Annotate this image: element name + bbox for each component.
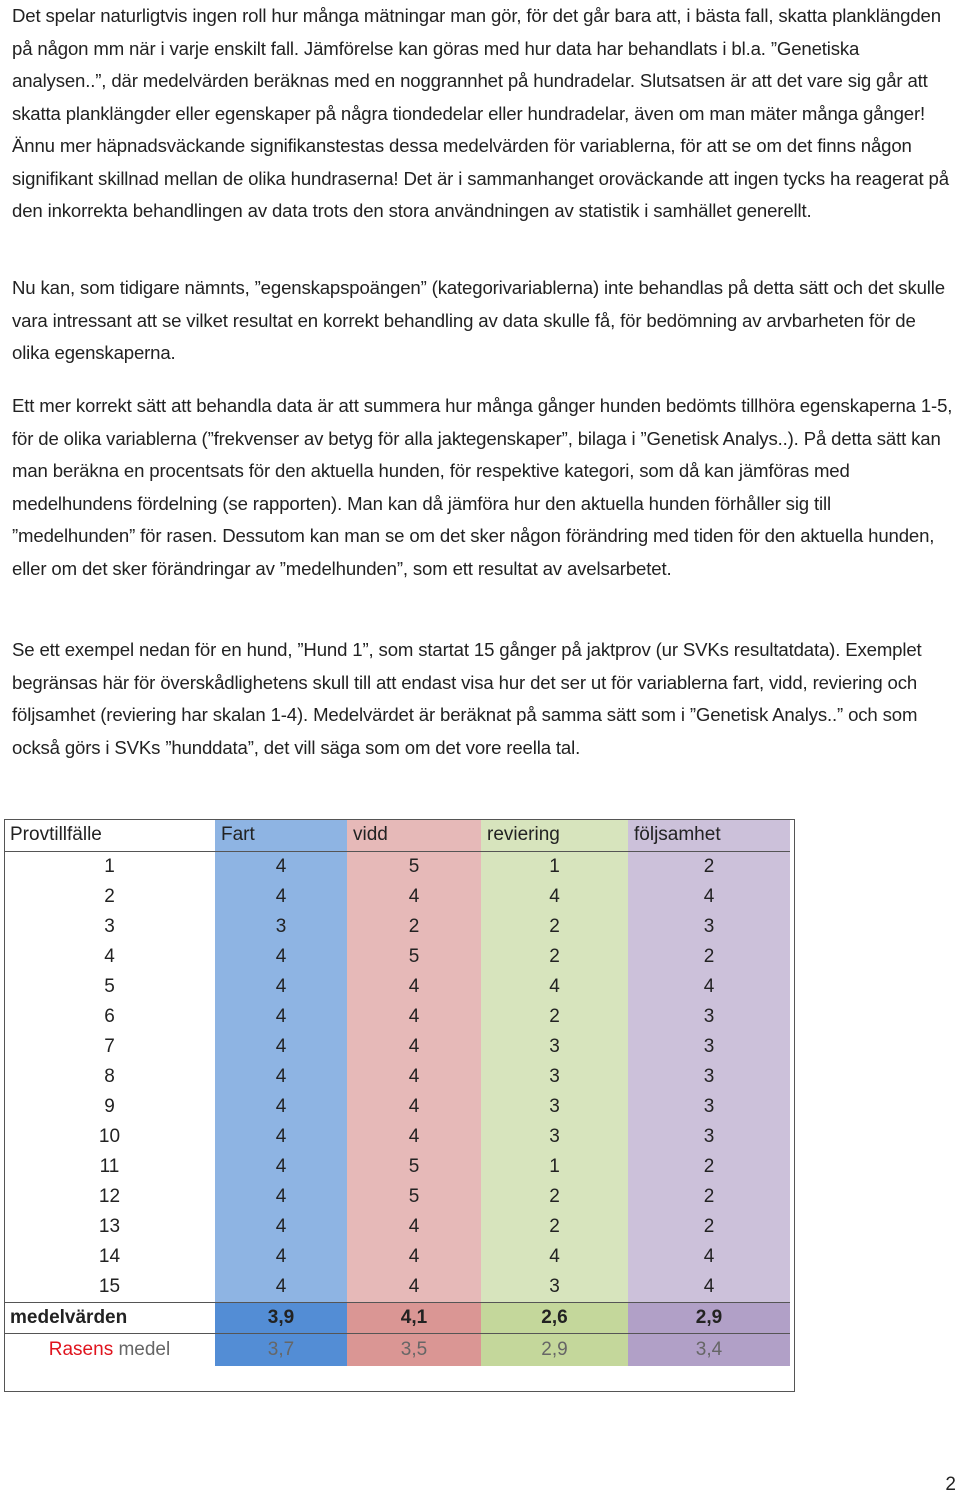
table-cell: 4 xyxy=(215,1212,347,1242)
table-cell: 4 xyxy=(347,1032,481,1062)
table-cell: 4 xyxy=(215,942,347,972)
table-cell: 4 xyxy=(347,1242,481,1272)
table-cell: 4 xyxy=(628,1272,790,1303)
table-cell: 3 xyxy=(628,1062,790,1092)
paragraph-2: Nu kan, som tidigare nämnts, ”egenskapspoängen” (kategorivariablerna) inte behandlas på detta sätt och det skulle vara intressant att se vilket resultat en korrekt behandling av data skulle få, för bedömning av arvbarheten för de olika egenskaperna. xyxy=(12,277,945,363)
table-cell: 7 xyxy=(104,1036,115,1057)
table-cell: 12 xyxy=(98,1186,121,1207)
table-cell: 3 xyxy=(104,916,115,937)
paragraph-1: Det spelar naturligtvis ingen roll hur många mätningar man gör, för det går bara att, i bästa fall, skatta planklängden på någon mm när i varje enskilt fall. Jämförelse kan göras med hur data har behandlats i bl.a. ”Genetiska analysen..”, där medelvärden beräknas med en noggrannhet på hundradelar. Slutsatsen är att det vare sig går att skatta planklängder eller egenskaper på några tiondedelar eller hundradelar, även om man mäter många gånger! Ännu mer häpnadsväckande signifikanstestas dessa medelvärden för variablerna, för att se om det finns någon signifikant skillnad mellan de olika hundraserna! Det är i sammanhanget oroväckande att ingen tycks ha reagerat på den inkorrekta behandlingen av data trots den stora användningen av statistik i samhället generellt. xyxy=(12,5,949,221)
breed-mean-value: 2,9 xyxy=(481,1334,628,1367)
table-cell: 3 xyxy=(628,912,790,942)
table-cell: 4 xyxy=(215,1092,347,1122)
table-header-row xyxy=(4,819,790,852)
table-row xyxy=(4,1092,790,1122)
table-cell: 4 xyxy=(347,882,481,912)
table-cell: 15 xyxy=(98,1276,121,1297)
table-cell: 1 xyxy=(481,852,628,883)
table-cell: 4 xyxy=(628,1242,790,1272)
table-cell: 2 xyxy=(628,852,790,883)
mean-row xyxy=(4,1303,790,1334)
table-cell: 3 xyxy=(481,1122,628,1152)
spacer-cell xyxy=(628,1366,790,1402)
mean-value: 3,9 xyxy=(215,1303,347,1334)
table-cell: 2 xyxy=(481,942,628,972)
table-cell: 4 xyxy=(215,1002,347,1032)
table-row xyxy=(4,882,790,912)
table-row xyxy=(4,1242,790,1272)
table-cell: 4 xyxy=(628,882,790,912)
table-row xyxy=(4,1062,790,1092)
table-row xyxy=(4,1122,790,1152)
table-row xyxy=(4,1152,790,1182)
table-cell: 2 xyxy=(628,1152,790,1182)
table-row xyxy=(4,1002,790,1032)
table-cell: 14 xyxy=(98,1246,121,1267)
results-table xyxy=(4,819,790,1402)
table-cell: 5 xyxy=(347,1152,481,1182)
header-reviering: reviering xyxy=(481,819,628,852)
table-row xyxy=(4,912,790,942)
table-cell: 1 xyxy=(104,856,115,877)
table-row xyxy=(4,1212,790,1242)
table-cell: 4 xyxy=(215,882,347,912)
table-cell: 4 xyxy=(347,1092,481,1122)
page-number: 2 xyxy=(945,1474,956,1495)
table-cell: 4 xyxy=(347,1062,481,1092)
table-cell: 10 xyxy=(98,1126,121,1147)
table-cell: 1 xyxy=(481,1152,628,1182)
table-cell: 4 xyxy=(347,972,481,1002)
table-cell: 4 xyxy=(481,882,628,912)
table-cell: 2 xyxy=(481,912,628,942)
table-cell: 4 xyxy=(215,972,347,1002)
table-row xyxy=(4,1182,790,1212)
table-cell: 4 xyxy=(215,1152,347,1182)
table-row xyxy=(4,852,790,883)
table-cell: 4 xyxy=(215,852,347,883)
table-cell: 4 xyxy=(215,1032,347,1062)
table-cell: 9 xyxy=(104,1096,115,1117)
table-cell: 3 xyxy=(481,1032,628,1062)
table-cell: 2 xyxy=(347,912,481,942)
table-cell: 4 xyxy=(104,946,115,967)
table-cell: 4 xyxy=(215,1122,347,1152)
table-cell: 4 xyxy=(215,1062,347,1092)
table-cell: 4 xyxy=(215,1182,347,1212)
paragraph-3: Ett mer korrekt sätt att behandla data är att summera hur många gånger hunden bedömts tillhöra egenskaperna 1-5, för de olika variablerna (”frekvenser av betyg för alla jaktegenskaper”, bilaga i ”Genetisk Analys..). På detta sätt kan man beräkna en procentsats för den aktuella hunden, för respektive kategori, som då kan jämföras med medelhundens fördelning (se rapporten). Man kan då jämföra hur den aktuella hunden förhåller sig till ”medelhunden” för rasen. Dessutom kan man se om det sker någon förändring med tiden för den aktuella hunden, eller om det sker förändringar av ”medelhunden”, som ett resultat av avelsarbetet. xyxy=(12,395,953,579)
paragraph-4: Se ett exempel nedan för en hund, ”Hund 1”, som startat 15 gånger på jaktprov (ur SVKs resultatdata). Exemplet begränsas här för överskådlighetens skull till att endast visa hur det ser ut för variablerna fart, vidd, reviering och följsamhet (reviering har skalan 1-4). Medelvärdet är beräknat på samma sätt som i ”Genetisk Analys..” och som också görs i SVKs ”hunddata”, det vill säga som om det vore reella tal. xyxy=(12,639,922,758)
table-cell: 5 xyxy=(347,1182,481,1212)
table-cell: 5 xyxy=(104,976,115,997)
table-cell: 2 xyxy=(481,1002,628,1032)
breed-mean-label xyxy=(4,1334,215,1367)
spacer-cell xyxy=(215,1366,347,1402)
table-cell: 4 xyxy=(215,1242,347,1272)
mean-label: medelvärden xyxy=(4,1303,215,1334)
table-cell: 6 xyxy=(104,1006,115,1027)
table-cell: 2 xyxy=(104,886,115,907)
mean-value: 2,9 xyxy=(628,1303,790,1334)
header-provtillfalle: Provtillfälle xyxy=(4,819,215,852)
table-row xyxy=(4,1272,790,1303)
header-fart: Fart xyxy=(215,819,347,852)
breed-mean-value: 3,5 xyxy=(347,1334,481,1367)
header-foljsamhet: följsamhet xyxy=(628,819,790,852)
table-row xyxy=(4,1032,790,1062)
table-cell: 3 xyxy=(628,1092,790,1122)
table-cell: 13 xyxy=(98,1216,121,1237)
table-cell: 2 xyxy=(628,942,790,972)
table-cell: 8 xyxy=(104,1066,115,1087)
table-cell: 4 xyxy=(215,1272,347,1303)
table-cell: 4 xyxy=(481,972,628,1002)
table-cell: 2 xyxy=(628,1212,790,1242)
table-cell: 5 xyxy=(347,852,481,883)
table-cell: 4 xyxy=(347,1272,481,1303)
table-cell: 3 xyxy=(481,1092,628,1122)
table-cell: 3 xyxy=(628,1032,790,1062)
breed-mean-row xyxy=(4,1334,790,1367)
table-cell: 4 xyxy=(347,1002,481,1032)
mean-value: 2,6 xyxy=(481,1303,628,1334)
table-cell: 3 xyxy=(628,1002,790,1032)
table-row xyxy=(4,972,790,1002)
table-cell: 4 xyxy=(628,972,790,1002)
table-cell: 4 xyxy=(347,1212,481,1242)
table-cell: 3 xyxy=(628,1122,790,1152)
breed-mean-value: 3,4 xyxy=(628,1334,790,1367)
spacer-row xyxy=(4,1366,790,1402)
table-cell: 2 xyxy=(481,1182,628,1212)
spacer-cell xyxy=(4,1366,215,1402)
table-cell: 4 xyxy=(481,1242,628,1272)
table-cell: 2 xyxy=(628,1182,790,1212)
spacer-cell xyxy=(347,1366,481,1402)
table-row xyxy=(4,942,790,972)
table-cell: 3 xyxy=(215,912,347,942)
medel-label: medel xyxy=(113,1339,171,1360)
table-cell: 2 xyxy=(481,1212,628,1242)
table-cell: 3 xyxy=(481,1062,628,1092)
table-cell: 11 xyxy=(99,1156,120,1177)
breed-mean-value: 3,7 xyxy=(215,1334,347,1367)
table-cell: 3 xyxy=(481,1272,628,1303)
header-vidd: vidd xyxy=(347,819,481,852)
table-cell: 4 xyxy=(347,1122,481,1152)
rasens-label: Rasens xyxy=(48,1339,114,1360)
mean-value: 4,1 xyxy=(347,1303,481,1334)
table-cell: 5 xyxy=(347,942,481,972)
spacer-cell xyxy=(481,1366,628,1402)
